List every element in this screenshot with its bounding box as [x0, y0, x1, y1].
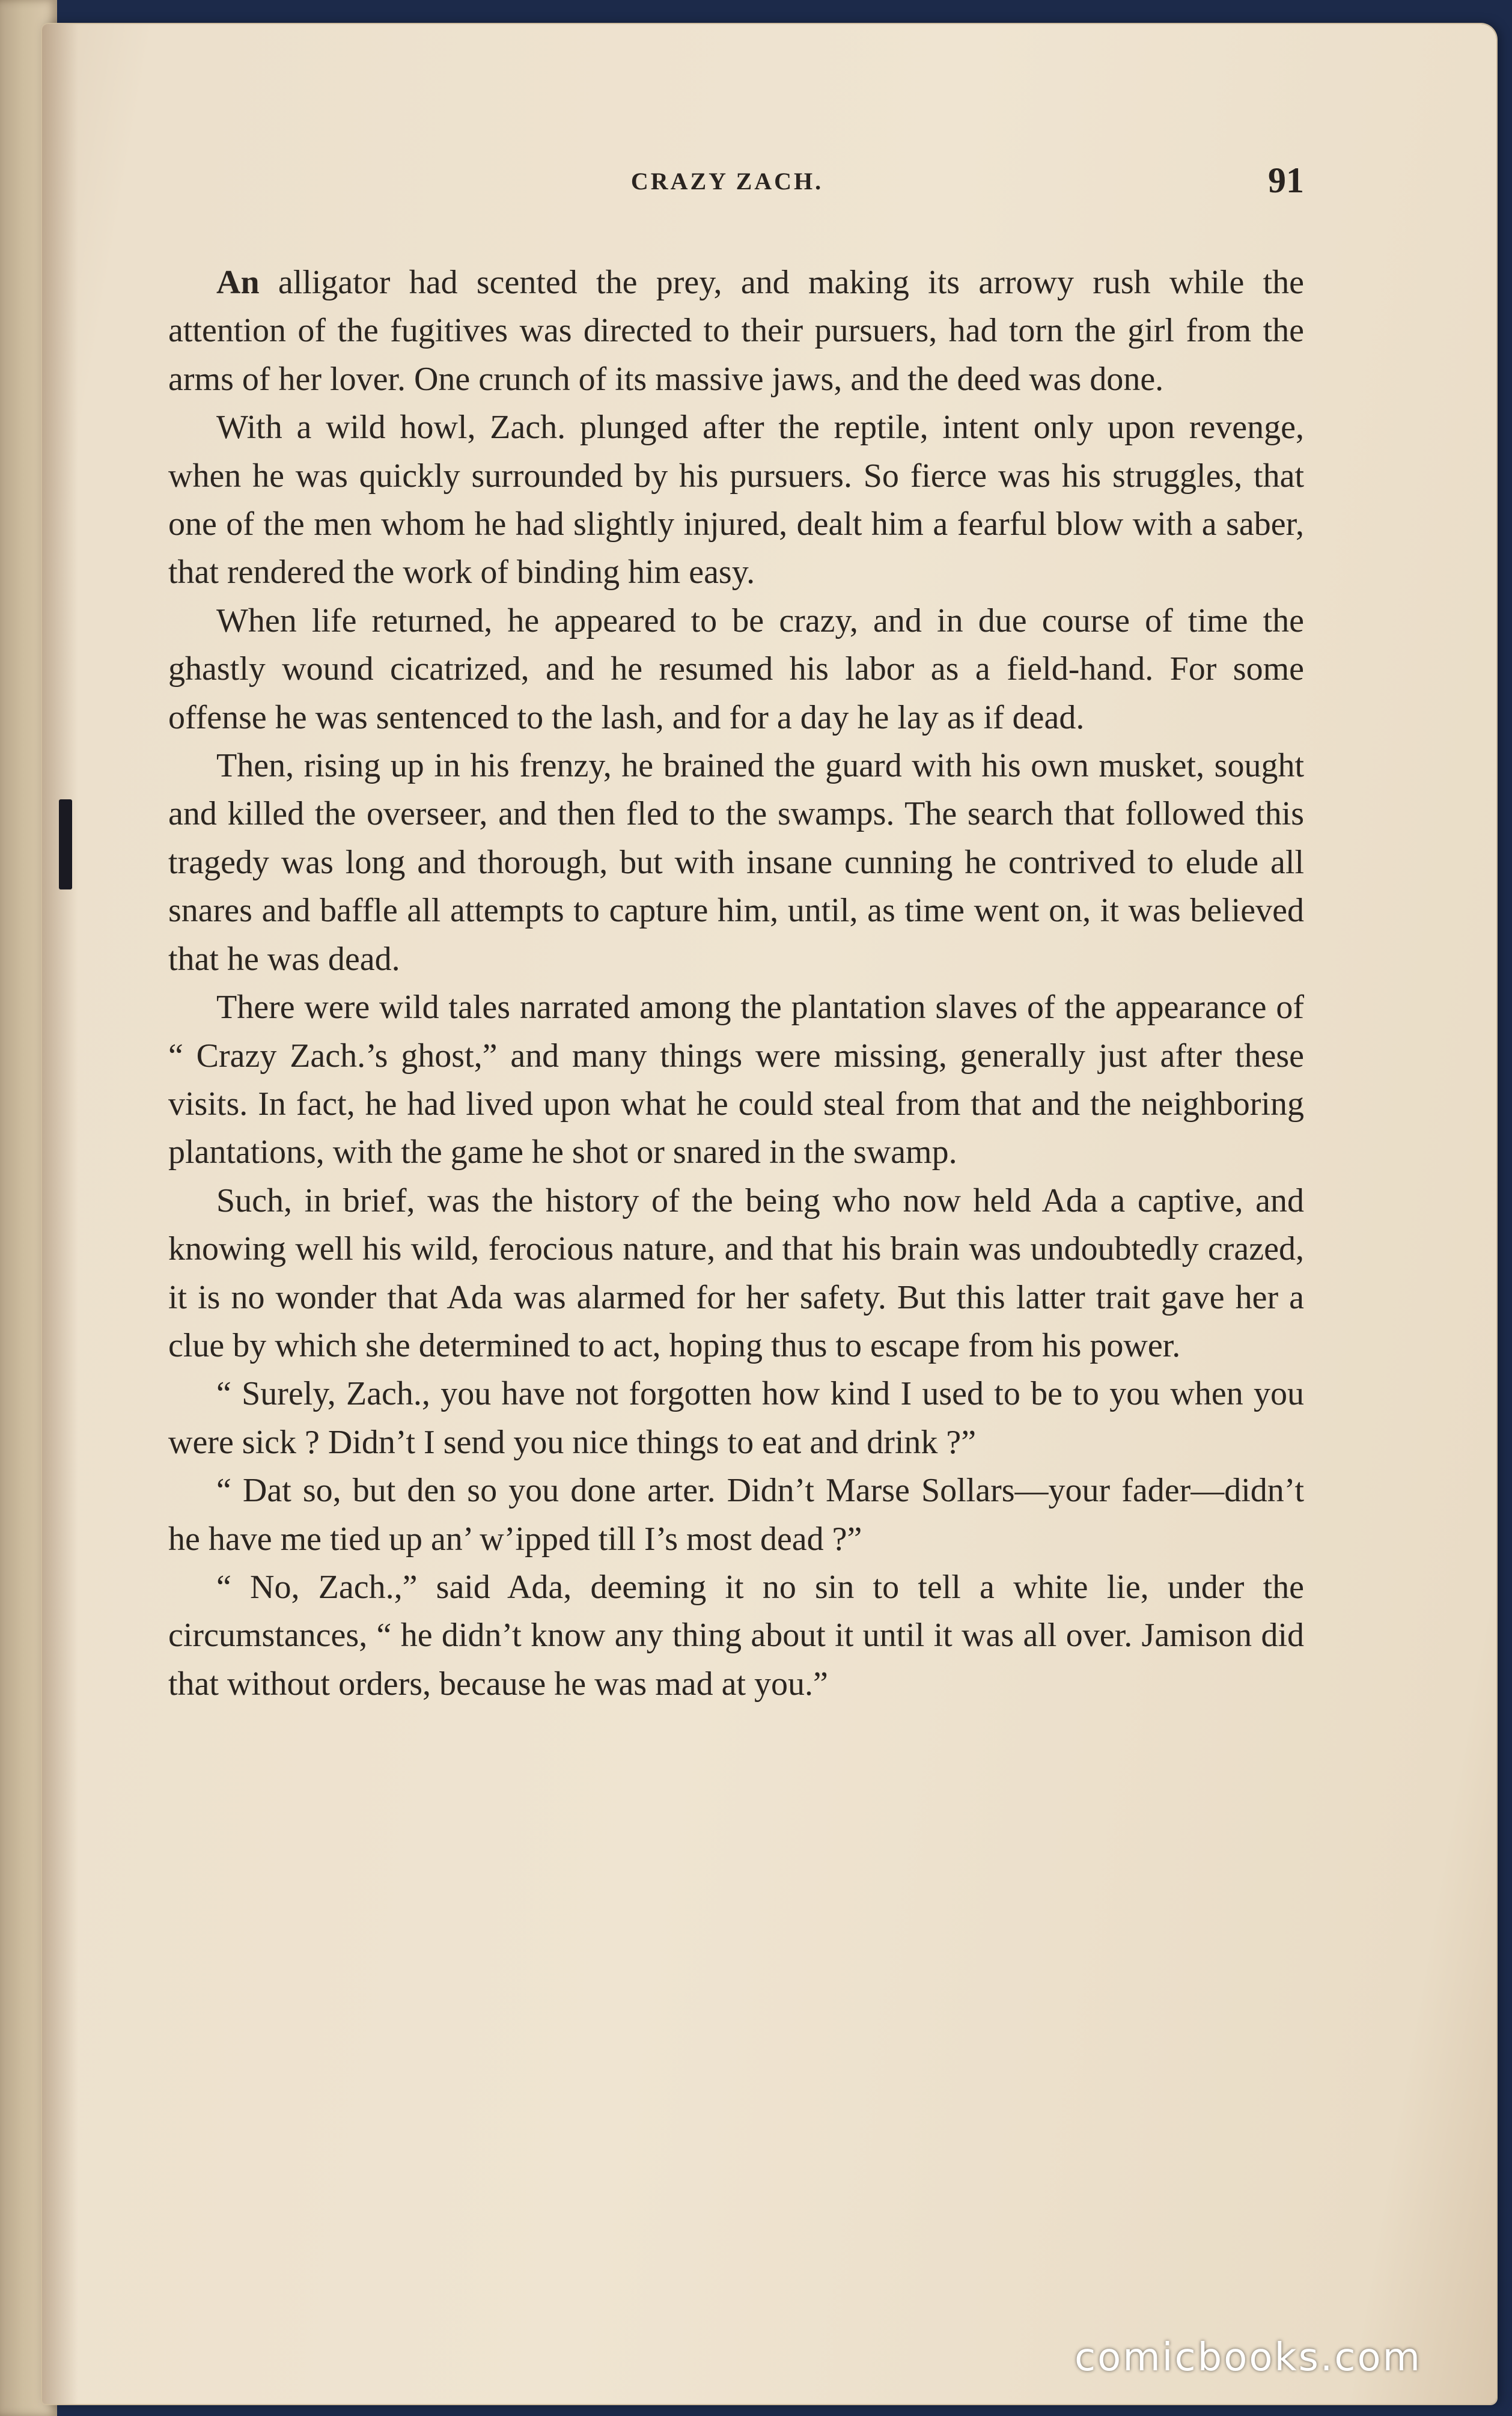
body-text: [168, 258, 1304, 1708]
paragraph: “ Surely, Zach., you have not forgotten how kind I used to be to you when you were sick ? Didn’t I send you nice things to eat and drink ?”: [168, 1375, 1304, 1461]
page-header: [150, 162, 1304, 210]
paragraph: “ Dat so, but den so you done arter. Didn’t Marse Sollars—your fader—didn’t he have me tied up an’ w’ipped till I’s most dead ?”: [168, 1472, 1304, 1558]
running-head: CRAZY ZACH.: [630, 168, 824, 195]
binding-thread-mark: [59, 799, 72, 889]
paragraph: When life returned, he appeared to be crazy, and in due course of time the ghastly wound cicatrized, and he resumed his labor as a field-hand. For some offense he was sentenced to the lash, and for a day he lay as if dead.: [168, 602, 1304, 736]
paragraph-lead-word: An: [216, 264, 260, 301]
site-watermark: comicbooks.com: [1074, 2335, 1422, 2380]
paragraph: Such, in brief, was the history of the being who now held Ada a captive, and knowing well his wild, ferocious nature, and that his brain was undoubtedly crazed, it is no wonder that Ada was alarmed for her safety. But this latter trait gave her a clue by which she determined to act, hoping thus to escape from his power.: [168, 1182, 1304, 1364]
page-number: 91: [1268, 160, 1304, 200]
paragraph: With a wild howl, Zach. plunged after the reptile, intent only upon revenge, when he was quickly surrounded by his pursuers. So fierce was his struggles, that one of the men whom he had slightly injured, dealt him a fearful blow with a saber, that rendered the work of binding him easy.: [168, 409, 1304, 591]
paragraph: “ No, Zach.,” said Ada, deeming it no sin to tell a white lie, under the circumstances, “ he didn’t know any thing about it until it was all over. Jamison did that without orders, because he was mad at you.”: [168, 1568, 1304, 1703]
paragraph: [168, 258, 1304, 403]
paragraph: Then, rising up in his frenzy, he brained the guard with his own musket, sought and killed the overseer, and then fled to the swamps. The search that followed this tragedy was long and thorough, but with insane cunning he contrived to elude all snares and baffle all attempts to capture him, until, as time went on, it was believed that he was dead.: [168, 747, 1304, 978]
paragraph-text: alligator had scented the prey, and making its arrowy rush while the attention of the fugitives was directed to their pursuers, had torn the girl from the arms of her lover. One crunch of its massive jaws, and the deed was done.: [168, 264, 1304, 398]
paragraph: There were wild tales narrated among the plantation slaves of the appearance of “ Crazy Zach.’s ghost,” and many things were missing, generally just after these visits. In fact, he had lived upon what he could steal from that and the neighboring plantations, with the game he shot or snared in the swamp.: [168, 989, 1304, 1171]
